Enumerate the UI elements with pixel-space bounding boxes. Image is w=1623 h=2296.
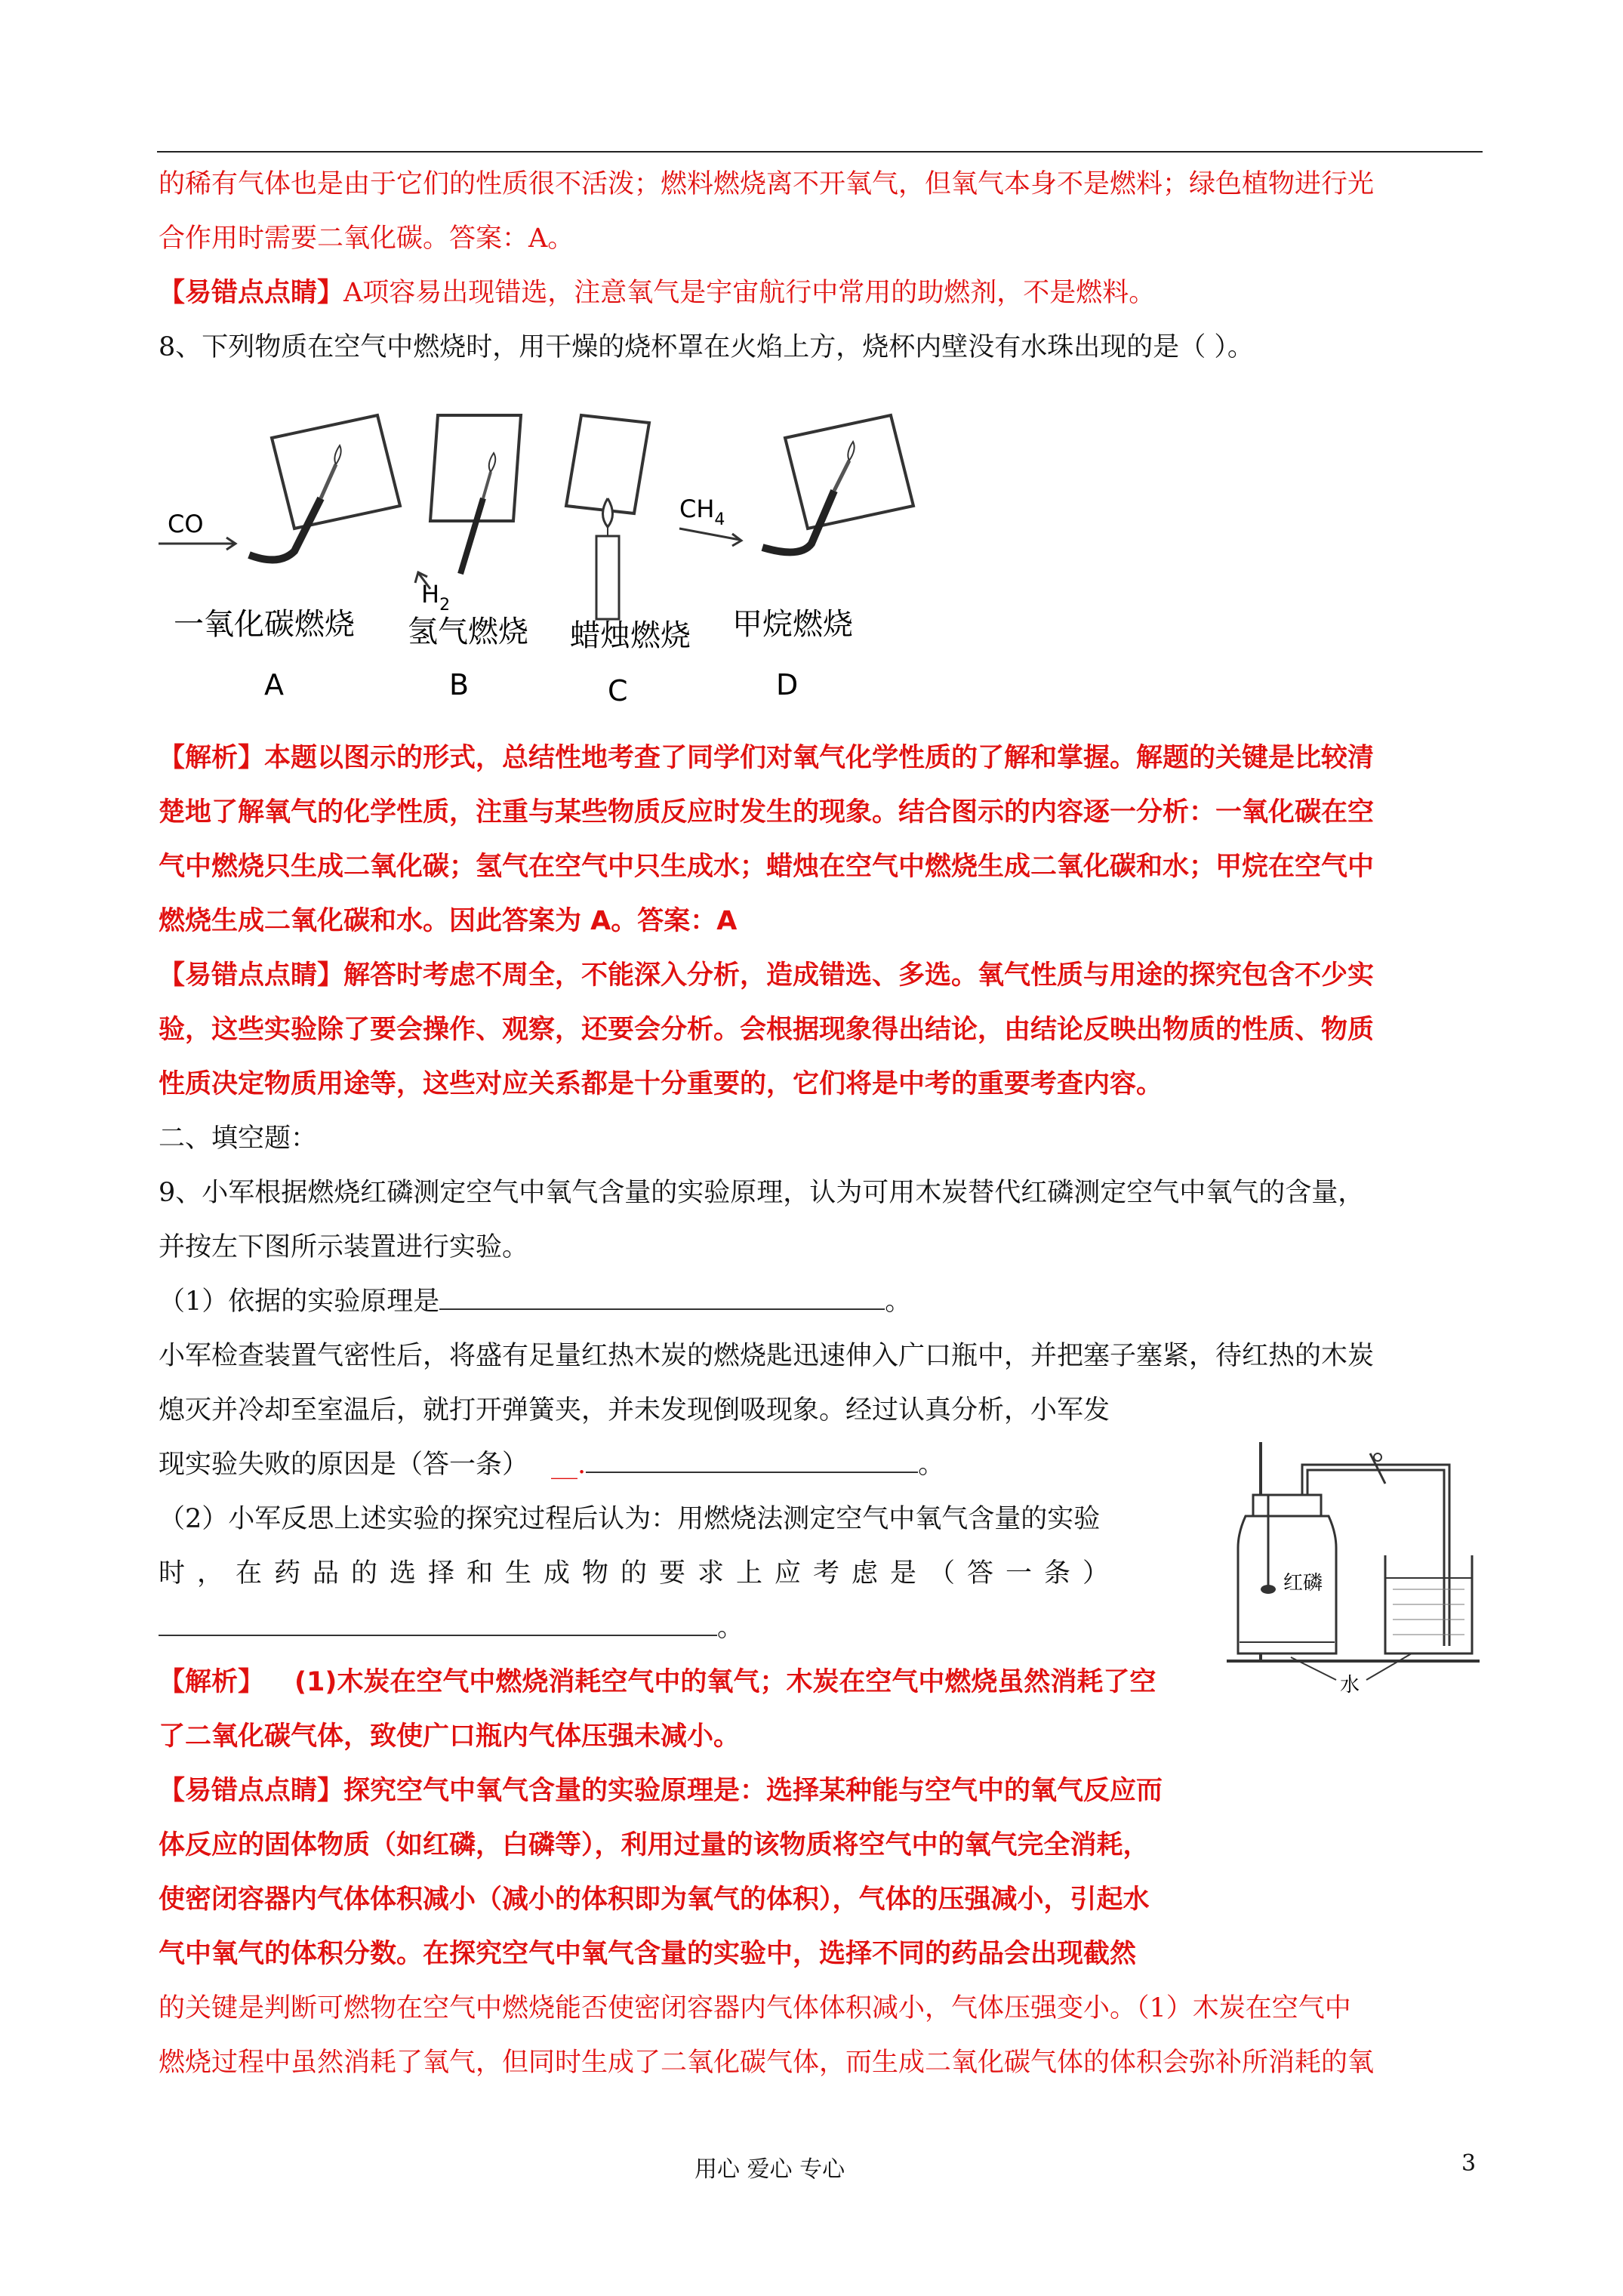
analysis-9: 了二氧化碳气体，致使广口瓶内气体压强未减小。 <box>159 1721 741 1752</box>
tip-line: 性质决定物质用途等，这些对应关系都是十分重要的，它们将是中考的重要考查内容。 <box>159 1069 1163 1099</box>
tip-tag: 【易错点点睛】 <box>159 277 344 308</box>
question-9-part2: 时，在药品的选择和生成物的要求上应考虑是（答一条） <box>159 1558 1122 1589</box>
combustion-figure <box>159 385 944 717</box>
label-water: 水 <box>1340 1674 1360 1697</box>
header-rule <box>157 151 1483 153</box>
analysis-9: 【解析】 (1)木炭在空气中燃烧消耗空气中的氧气；木炭在空气中燃烧虽然消耗了空 <box>159 1667 1156 1697</box>
question-9: 9、小军根据燃烧红磷测定空气中氧气含量的实验原理，认为可用木炭替代红磷测定空气中氧气的含量， <box>159 1178 1365 1208</box>
text-line: 合作用时需要二氧化碳。答案：A。 <box>159 223 574 254</box>
question-9-part1: （1）依据的实验原理是 。 <box>159 1287 912 1317</box>
tip-text: A项容易出现错选，注意氧气是宇宙航行中常用的助燃剂，不是燃料。 <box>343 278 1156 308</box>
question-9: 小军检查装置气密性后，将盛有足量红热木炭的燃烧匙迅速伸入广口瓶中，并把塞子塞紧，待红热的木炭 <box>159 1341 1375 1371</box>
question-9-blank-line: 。 <box>159 1610 1487 1646</box>
analysis-line: 楚地了解氧气的化学性质，注重与某些物质反应时发生的现象。结合图示的内容逐一分析：一氧化碳在空 <box>159 797 1375 827</box>
gas-co: CO <box>168 510 204 538</box>
text-line: 的稀有气体也是由于它们的性质很不活泼；燃料燃烧离不开氧气，但氧气本身不是燃料；绿色植物进行光 <box>159 169 1375 199</box>
letter-d: D <box>776 668 799 701</box>
tip-9: 使密闭容器内气体体积减小（减小的体积即为氧气的体积），气体的压强减小，引起水 <box>159 1885 1150 1915</box>
letter-b: B <box>449 668 470 701</box>
section-heading: 二、填空题： <box>159 1123 318 1154</box>
tip-9: 气中氧气的体积分数。在探究空气中氧气含量的实验中，选择不同的药品会出现截然 <box>159 1939 1137 1969</box>
answer-blank-2[interactable] <box>586 1449 918 1473</box>
beaker-c <box>566 415 649 619</box>
analysis-line: 燃烧生成二氧化碳和水。因此答案为 A。答案：A <box>159 906 738 936</box>
question-8: 8、下列物质在空气中燃烧时，用干燥的烧杯罩在火焰上方，烧杯内壁没有水珠出现的是（ ）。 <box>159 332 1254 362</box>
label-a: 一氧化碳燃烧 <box>174 607 355 642</box>
label-d: 甲烷燃烧 <box>732 607 853 642</box>
tip-line: 【易错点点睛】解答时考虑不周全，不能深入分析，造成错选、多选。氧气性质与用途的探究包含不少实 <box>159 960 1375 991</box>
letter-c: C <box>608 674 628 707</box>
analysis-line: 【解析】本题以图示的形式，总结性地考查了同学们对氧气化学性质的了解和掌握。解题的关键是比较清 <box>159 743 1375 773</box>
tip-9: 燃烧过程中虽然消耗了氧气，但同时生成了二氧化碳气体，而生成二氧化碳气体的体积会弥补所消耗的氧 <box>159 2048 1375 2078</box>
answer-blank-3[interactable] <box>159 1612 717 1636</box>
analysis-line: 气中燃烧只生成二氧化碳；氢气在空气中只生成水；蜡烛在空气中燃烧生成二氧化碳和水；甲烷在空气中 <box>159 852 1375 882</box>
letter-a: A <box>264 668 284 701</box>
beaker-d <box>679 415 913 552</box>
question-9: 并按左下图所示装置进行实验。 <box>159 1232 529 1262</box>
answer-blank-1[interactable] <box>439 1286 885 1310</box>
gas-ch4: $CH_4$ <box>679 495 725 529</box>
tip-line <box>159 275 1487 311</box>
page-number: 3 <box>1461 2150 1477 2177</box>
question-9: 熄灭并冷却至室温后，就打开弹簧夹，并未发现倒吸现象。经过认真分析，小军发 <box>159 1395 1110 1425</box>
tip-line: 验，这些实验除了要会操作、观察，还要会分析。会根据现象得出结论，由结论反映出物质的性质、物质 <box>159 1015 1375 1045</box>
tip-9: 体反应的固体物质（如红磷，白磷等），利用过量的该物质将空气中的氧气完全消耗， <box>159 1830 1150 1860</box>
gas-h2: $H_2$ <box>421 580 451 615</box>
label-c: 蜡烛燃烧 <box>570 618 691 653</box>
question-9-part2: （2）小军反思上述实验的探究过程后认为：用燃烧法测定空气中氧气含量的实验 <box>159 1504 1101 1534</box>
footer-motto: 用心 爱心 专心 <box>694 2156 845 2183</box>
label-phosphorus: 红磷 <box>1283 1572 1323 1595</box>
question-9-reason: 现实验失败的原因是（答一条） __. 。 <box>159 1450 945 1480</box>
label-b: 氢气燃烧 <box>408 615 528 649</box>
tip-9: 【易错点点睛】探究空气中氧气含量的实验原理是：选择某种能与空气中的氧气反应而 <box>159 1776 1163 1806</box>
apparatus-figure <box>1223 1427 1487 1699</box>
beaker-b <box>415 415 521 589</box>
tip-9: 的关键是判断可燃物在空气中燃烧能否使密闭容器内气体体积减小，气体压强变小。（1）木炭在空气中 <box>159 1993 1351 2023</box>
